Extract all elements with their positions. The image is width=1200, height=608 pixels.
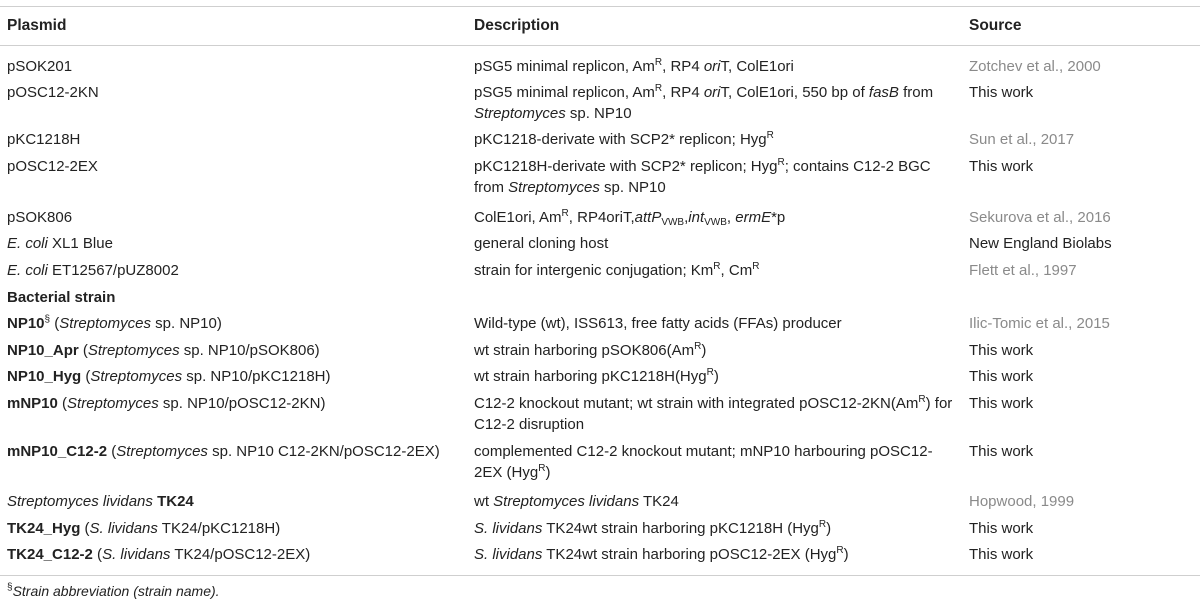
text-run: ): [713, 368, 719, 385]
text-run: Wild-type (wt), ISS613, free fatty acids (FFAs) producer: [474, 315, 842, 332]
text-run: Streptomyces lividans: [493, 493, 640, 510]
cell-source: This work: [969, 443, 1034, 460]
text-run: R: [836, 545, 844, 556]
text-run: ,: [726, 209, 736, 226]
text-run: , RP4: [662, 58, 704, 75]
cell-description: [474, 366, 954, 387]
cell-description: [474, 393, 954, 435]
cell-plasmid: [7, 393, 462, 414]
text-run: S. lividans: [474, 546, 543, 563]
text-run: Streptomyces: [90, 368, 183, 385]
text-run: (: [78, 342, 88, 359]
cell-description: [474, 340, 954, 361]
cell-plasmid: [7, 287, 462, 308]
cell-plasmid: [7, 491, 462, 512]
cell-plasmid: [7, 340, 462, 361]
cell-description: [474, 518, 954, 539]
cell-plasmid: [7, 441, 462, 462]
text-run: Streptomyces: [59, 315, 151, 332]
cell-source: This work: [969, 84, 1034, 101]
text-run: T, ColE1ori, 550 bp of: [720, 84, 869, 101]
text-run: R: [918, 394, 926, 405]
cell-source: This work: [969, 546, 1034, 563]
text-run: NP10: [7, 315, 45, 332]
text-run: R: [538, 463, 546, 474]
cell-description: [474, 56, 954, 77]
text-run: (: [92, 546, 103, 563]
cell-source: This work: [969, 520, 1034, 537]
text-run: TK24: [157, 493, 194, 510]
text-run: TK24wt strain harboring pOSC12-2EX (Hyg: [542, 546, 837, 563]
text-run: TK24_C12-2: [7, 546, 93, 563]
text-run: R: [654, 57, 663, 68]
text-run: Strain abbreviation (strain name).: [12, 583, 220, 599]
text-run: NP10_Hyg: [7, 368, 82, 385]
text-run: pKC1218H-derivate with SCP2* replicon; Hyg: [474, 158, 778, 175]
text-run: ): [701, 342, 707, 359]
text-run: complemented C12-2 knockout mutant; mNP10 harbouring pOSC12-2EX (Hyg: [474, 443, 933, 481]
text-run: Streptomyces lividans: [7, 493, 153, 510]
text-run: S. lividans: [89, 520, 158, 537]
text-run: fasB: [868, 84, 899, 101]
cell-plasmid: [7, 260, 462, 281]
cell-description: [474, 491, 954, 512]
text-run: §: [7, 582, 13, 593]
header-bottom-rule: [0, 45, 1200, 46]
text-run: , RP4: [662, 84, 704, 101]
text-run: ermE: [735, 209, 772, 226]
cell-description: [474, 441, 954, 483]
text-run: pKC1218H: [7, 131, 81, 148]
text-run: (: [50, 315, 60, 332]
text-run: pSG5 minimal replicon, Am: [474, 58, 655, 75]
cell-description: [474, 260, 954, 281]
text-run: pSOK201: [7, 58, 73, 75]
text-run: wt strain harboring pSOK806(Am: [474, 342, 695, 359]
header-source: Source: [969, 17, 1022, 34]
text-run: attP: [634, 209, 662, 226]
cell-source: This work: [969, 395, 1034, 412]
text-run: E. coli: [7, 262, 48, 279]
text-run: from: [898, 84, 934, 101]
text-run: sp. NP10: [599, 179, 666, 196]
text-run: R: [752, 261, 760, 272]
text-run: (: [81, 368, 91, 385]
cell-description: [474, 129, 954, 150]
text-run: R: [654, 83, 663, 94]
cell-source: This work: [969, 158, 1034, 175]
cell-plasmid: [7, 56, 462, 77]
text-run: mNP10: [7, 395, 58, 412]
cell-plasmid: [7, 156, 462, 177]
header-plasmid: Plasmid: [7, 17, 67, 34]
text-run: TK24wt strain harboring pKC1218H (Hyg: [542, 520, 819, 537]
text-run: TK24: [639, 493, 679, 510]
text-run: ET12567/pUZ8002: [47, 262, 179, 279]
text-run: Bacterial strain: [7, 289, 116, 306]
cell-description: [474, 82, 954, 124]
text-run: R: [694, 341, 702, 352]
text-run: C12-2 knockout mutant; wt strain with integrated pOSC12-2KN(Am: [474, 395, 919, 412]
text-run: strain for intergenic conjugation; Km: [474, 262, 714, 279]
cell-plasmid: [7, 544, 462, 565]
text-run: R: [766, 130, 774, 141]
text-run: ori: [703, 58, 721, 75]
text-run: T, ColE1ori: [720, 58, 794, 75]
text-run: pSOK806: [7, 209, 73, 226]
cell-plasmid: [7, 366, 462, 387]
text-run: R: [713, 261, 721, 272]
cell-plasmid: [7, 233, 462, 254]
cell-source: This work: [969, 342, 1034, 359]
cell-plasmid: [7, 207, 462, 228]
cell-description: [474, 233, 954, 254]
text-run: sp. NP10/pSOK806): [179, 342, 320, 359]
text-run: ColE1ori, Am: [474, 209, 562, 226]
text-run: VWB: [704, 217, 727, 228]
text-run: (: [80, 520, 90, 537]
cell-plasmid: [7, 518, 462, 539]
text-run: E. coli: [7, 235, 48, 252]
text-run: sp. NP10/pKC1218H): [182, 368, 331, 385]
text-run: ): [843, 546, 849, 563]
text-run: int: [688, 209, 705, 226]
text-run: ) for C12-2 disruption: [474, 395, 953, 433]
text-run: ): [545, 464, 551, 481]
text-run: sp. NP10): [150, 315, 222, 332]
cell-plasmid: [7, 82, 462, 103]
text-run: S. lividans: [474, 520, 543, 537]
text-run: §: [44, 314, 51, 325]
text-run: Streptomyces: [116, 443, 208, 460]
header-description: Description: [474, 17, 560, 34]
text-run: sp. NP10: [565, 105, 632, 122]
text-run: wt: [474, 493, 494, 510]
cell-description: [474, 544, 954, 565]
cell-source: Sun et al., 2017: [969, 131, 1075, 148]
text-run: TK24/pOSC12-2EX): [170, 546, 311, 563]
text-run: ,: [684, 209, 689, 226]
text-run: VWB: [661, 217, 685, 228]
text-run: mNP10_C12-2: [7, 443, 108, 460]
text-run: , RP4oriT,: [568, 209, 635, 226]
text-run: TK24_Hyg: [7, 520, 81, 537]
text-run: general cloning host: [474, 235, 609, 252]
text-run: Streptomyces: [474, 105, 566, 122]
cell-source: This work: [969, 368, 1034, 385]
text-run: (: [57, 395, 68, 412]
text-run: (: [107, 443, 117, 460]
text-run: pSG5 minimal replicon, Am: [474, 84, 655, 101]
cell-source: Sekurova et al., 2016: [969, 209, 1111, 226]
text-run: pKC1218-derivate with SCP2* replicon; Hyg: [474, 131, 767, 148]
table-top-rule: [0, 6, 1200, 7]
text-run: , Cm: [720, 262, 753, 279]
table-footnote: [7, 583, 220, 599]
cell-description: [474, 313, 954, 334]
cell-description: [474, 207, 954, 228]
cell-plasmid: [7, 313, 462, 334]
text-run: ori: [703, 84, 721, 101]
cell-source: Hopwood, 1999: [969, 493, 1075, 510]
cell-description: [474, 156, 954, 198]
text-run: wt strain harboring pKC1218H(Hyg: [474, 368, 707, 385]
cell-source: New England Biolabs: [969, 235, 1112, 252]
text-run: sp. NP10/pOSC12-2KN): [158, 395, 326, 412]
text-run: Streptomyces: [508, 179, 600, 196]
text-run: ): [826, 520, 832, 537]
text-run: R: [706, 367, 714, 378]
text-run: R: [561, 208, 569, 219]
text-run: pOSC12-2KN: [7, 84, 99, 101]
text-run: S. lividans: [102, 546, 171, 563]
text-run: pOSC12-2EX: [7, 158, 98, 175]
text-run: XL1 Blue: [47, 235, 113, 252]
text-run: sp. NP10 C12-2KN/pOSC12-2EX): [207, 443, 440, 460]
cell-source: Zotchev et al., 2000: [969, 58, 1101, 75]
text-run: Streptomyces: [67, 395, 159, 412]
cell-source: Flett et al., 1997: [969, 262, 1077, 279]
text-run: Streptomyces: [87, 342, 180, 359]
text-run: R: [818, 519, 827, 530]
text-run: R: [777, 157, 785, 168]
cell-plasmid: [7, 129, 462, 150]
text-run: NP10_Apr: [7, 342, 79, 359]
table-bottom-rule: [0, 575, 1200, 576]
text-run: TK24/pKC1218H): [157, 520, 281, 537]
cell-source: Ilic-Tomic et al., 2015: [969, 315, 1110, 332]
text-run: ; contains C12-2 BGC from: [474, 158, 931, 196]
text-run: *p: [771, 209, 786, 226]
